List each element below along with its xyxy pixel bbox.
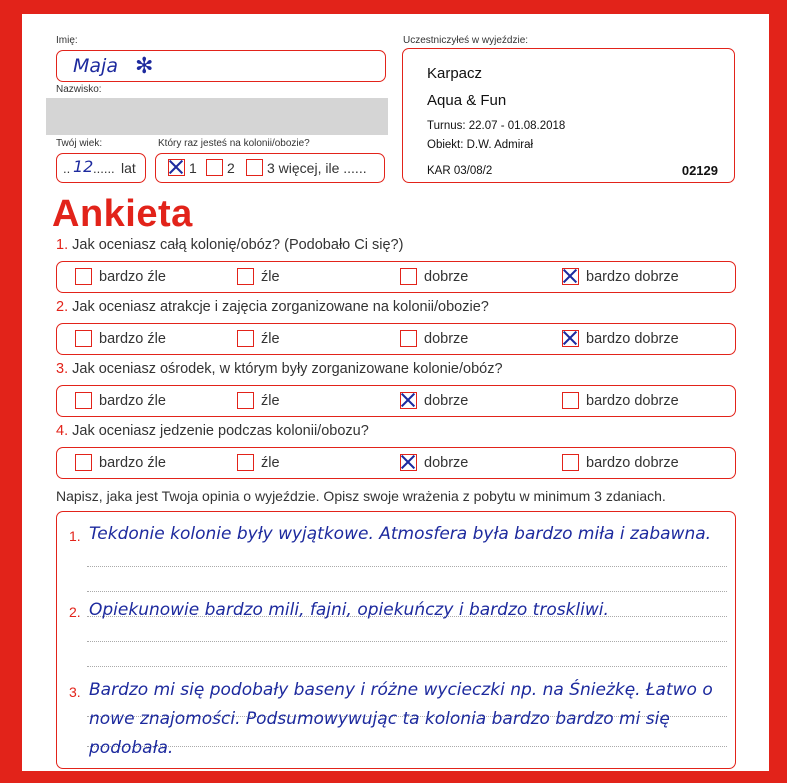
question-3-option-4[interactable] <box>562 392 679 409</box>
imie-value: Maja <box>73 55 118 77</box>
question-4-number: 4. <box>56 423 69 439</box>
option-label: źle <box>261 392 280 409</box>
option-label: bardzo dobrze <box>586 330 679 347</box>
nazwisko-label: Nazwisko: <box>56 84 102 95</box>
kolonia-opt-2-label: 2 <box>227 159 235 176</box>
option-label: dobrze <box>424 392 469 409</box>
red-frame-bottom <box>0 771 787 783</box>
imie-field[interactable] <box>56 50 386 82</box>
question-2-text: Jak oceniasz atrakcje i zajęcia zorganizowane na kolonii/obozie? <box>72 299 489 315</box>
answer-3-number: 3. <box>69 684 81 700</box>
writing-line <box>87 666 727 667</box>
checkbox[interactable] <box>400 392 417 409</box>
question-3-options <box>56 385 736 417</box>
checkbox[interactable] <box>562 330 579 347</box>
answer-3-text: Bardzo mi się podobały baseny i różne wycieczki np. na Śnieżkę. Łatwo o nowe znajomości. Podsumowywując ta kolonia bardzo bardzo mi się podobała. <box>89 680 713 758</box>
question-1-option-4[interactable] <box>562 268 679 285</box>
question-1 <box>56 237 403 253</box>
kolonia-label: Który raz jesteś na kolonii/obozie? <box>158 138 310 149</box>
answer-1-text: Tekdonie kolonie były wyjątkowe. Atmosfera była bardzo miła i zabawna. <box>89 524 712 544</box>
option-label: bardzo źle <box>99 268 166 285</box>
question-3-option-1[interactable] <box>75 392 166 409</box>
option-label: źle <box>261 454 280 471</box>
trip-program: Aqua & Fun <box>427 92 507 109</box>
kolonia-checkbox-1[interactable] <box>168 159 185 176</box>
kolonia-checkbox-3[interactable] <box>246 159 263 176</box>
kolonia-opt-3-label: 3 więcej, ile ...... <box>267 159 367 176</box>
trip-number: 02129 <box>681 163 718 178</box>
checkbox[interactable] <box>75 454 92 471</box>
option-label: bardzo źle <box>99 330 166 347</box>
question-1-number: 1. <box>56 237 69 253</box>
writing-line <box>87 591 727 592</box>
question-3-option-2[interactable] <box>237 392 280 409</box>
wiek-field[interactable] <box>56 153 146 183</box>
checkbox[interactable] <box>562 454 579 471</box>
checkbox[interactable] <box>400 330 417 347</box>
answer-2-number: 2. <box>69 604 81 620</box>
nazwisko-redacted <box>46 98 388 135</box>
red-frame-right <box>769 0 787 783</box>
question-2-option-4[interactable] <box>562 330 679 347</box>
page-title: Ankieta <box>52 193 193 235</box>
checkbox[interactable] <box>400 454 417 471</box>
checkbox[interactable] <box>237 392 254 409</box>
trip-code: KAR 03/08/2 <box>427 165 493 177</box>
trip-label: Uczestniczyłeś w wyjeździe: <box>403 35 529 46</box>
question-2-option-2[interactable] <box>237 330 280 347</box>
trip-obiekt: Obiekt: D.W. Admirał <box>427 139 534 151</box>
question-2-number: 2. <box>56 299 69 315</box>
checkbox[interactable] <box>75 268 92 285</box>
option-label: dobrze <box>424 454 469 471</box>
question-3 <box>56 361 503 377</box>
kolonia-field <box>155 153 385 183</box>
question-1-option-1[interactable] <box>75 268 166 285</box>
trip-city: Karpacz <box>427 65 483 82</box>
question-4-option-3[interactable] <box>400 454 468 471</box>
opinion-box <box>56 511 736 769</box>
checkbox[interactable] <box>237 454 254 471</box>
red-frame-left <box>0 0 22 783</box>
option-label: źle <box>261 330 280 347</box>
question-4 <box>56 423 369 439</box>
wiek-unit: lat <box>121 160 136 176</box>
question-2-option-3[interactable] <box>400 330 468 347</box>
question-2-options <box>56 323 736 355</box>
checkbox[interactable] <box>400 268 417 285</box>
question-1-option-3[interactable] <box>400 268 468 285</box>
answer-2-text: Opiekunowie bardzo mili, fajni, opiekuńczy i bardzo troskliwi. <box>89 600 609 620</box>
question-3-option-3[interactable] <box>400 392 468 409</box>
checkbox[interactable] <box>562 268 579 285</box>
writing-line <box>87 566 727 567</box>
question-4-option-1[interactable] <box>75 454 166 471</box>
question-2 <box>56 299 489 315</box>
wiek-value: 12 <box>73 157 94 176</box>
imie-label: Imię: <box>56 35 78 46</box>
question-1-option-2[interactable] <box>237 268 280 285</box>
question-3-text: Jak oceniasz ośrodek, w którym były zorganizowane kolonie/obóz? <box>72 361 503 377</box>
question-3-number: 3. <box>56 361 69 377</box>
flower-doodle-icon: ✻ <box>135 53 154 78</box>
opinion-prompt: Napisz, jaka jest Twoja opinia o wyjeździe. Opisz swoje wrażenia z pobytu w minimum 3 zdaniach. <box>56 488 666 504</box>
checkbox[interactable] <box>75 330 92 347</box>
checkbox[interactable] <box>237 268 254 285</box>
option-label: bardzo źle <box>99 392 166 409</box>
checkbox[interactable] <box>562 392 579 409</box>
kolonia-checkbox-2[interactable] <box>206 159 223 176</box>
question-4-text: Jak oceniasz jedzenie podczas kolonii/obozu? <box>72 423 369 439</box>
option-label: bardzo dobrze <box>586 392 679 409</box>
checkbox[interactable] <box>75 392 92 409</box>
option-label: dobrze <box>424 330 469 347</box>
kolonia-opt-1-label: 1 <box>189 159 197 176</box>
option-label: bardzo dobrze <box>586 454 679 471</box>
question-2-option-1[interactable] <box>75 330 166 347</box>
option-label: dobrze <box>424 268 469 285</box>
checkbox[interactable] <box>237 330 254 347</box>
option-label: bardzo dobrze <box>586 268 679 285</box>
wiek-label: Twój wiek: <box>56 138 103 149</box>
answer-1-number: 1. <box>69 528 81 544</box>
trip-info-box <box>402 48 735 183</box>
wiek-dots: ...... <box>93 161 115 176</box>
option-label: bardzo źle <box>99 454 166 471</box>
question-1-text: Jak oceniasz całą kolonię/obóz? (Podobało Ci się?) <box>72 237 404 253</box>
writing-line <box>87 641 727 642</box>
question-4-option-2[interactable] <box>237 454 280 471</box>
question-4-option-4[interactable] <box>562 454 679 471</box>
trip-turnus: Turnus: 22.07 - 01.08.2018 <box>427 120 566 132</box>
wiek-dots-before: .. <box>63 161 71 176</box>
red-frame-top <box>0 0 787 14</box>
question-1-options <box>56 261 736 293</box>
question-4-options <box>56 447 736 479</box>
option-label: źle <box>261 268 280 285</box>
